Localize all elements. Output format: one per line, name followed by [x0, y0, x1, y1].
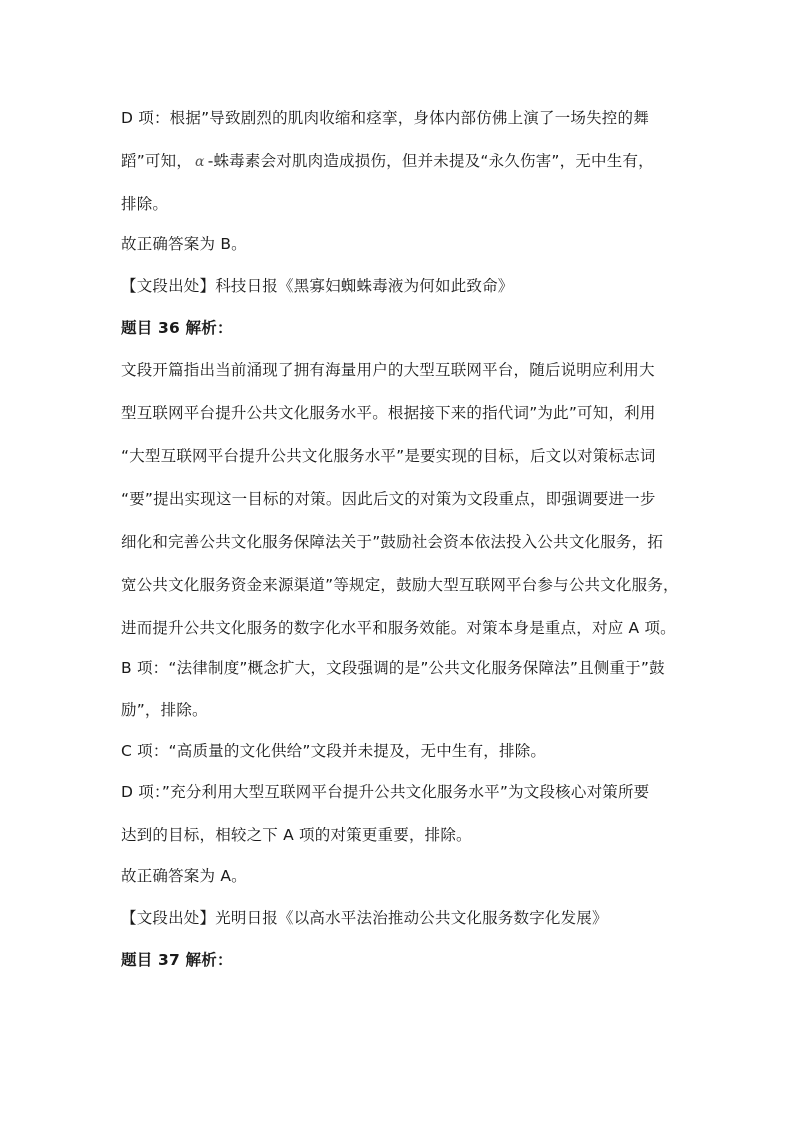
analysis-line-5: 细化和完善公共文化服务保障法关于”鼓励社会资本依法投入公共文化服务，拓	[121, 533, 664, 551]
question-heading-36: 题目 36 解析：	[121, 319, 233, 337]
analysis-line-6: 宽公共文化服务资金来源渠道”等规定，鼓励大型互联网平台参与公共文化服务，	[121, 576, 679, 594]
question-heading-37: 题目 37 解析：	[121, 951, 233, 969]
analysis-line-2: 型互联网平台提升公共文化服务水平。根据接下来的指代词”为此”可知，利用	[121, 404, 656, 422]
option-b-line-1: B 项：“法律制度”概念扩大，文段强调的是”公共文化服务保障法”且侧重于”鼓	[121, 659, 665, 677]
option-d-line-1: D 项：”充分利用大型互联网平台提升公共文化服务水平”为文段核心对策所要	[121, 783, 650, 801]
answer-line-35: 故正确答案为 B。	[121, 235, 247, 253]
alpha-symbol: α	[195, 154, 205, 170]
line-prefix: 蹈”可知，	[121, 152, 193, 170]
analysis-line-1: 文段开篇指出当前涌现了拥有海量用户的大型互联网平台，随后说明应利用大	[121, 361, 655, 379]
option-c-line: C 项：“高质量的文化供给”文段并未提及，无中生有，排除。	[121, 742, 547, 760]
paragraph-line-d-option-3: 排除。	[121, 195, 169, 213]
analysis-line-4: “要”提出实现这一目标的对策。因此后文的对策为文段重点，即强调要进一步	[121, 490, 656, 508]
source-line-35: 【文段出处】科技日报《黑寡妇蜘蛛毒液为何如此致命》	[121, 277, 514, 295]
option-b-line-2: 励”，排除。	[121, 701, 208, 719]
paragraph-line-d-option-2	[121, 151, 654, 172]
option-d-line-2: 达到的目标，相较之下 A 项的对策更重要，排除。	[121, 826, 472, 844]
line-suffix: -蛛毒素会对肌肉造成损伤，但并未提及“永久伤害”，无中生有，	[207, 152, 654, 170]
analysis-line-3: “大型互联网平台提升公共文化服务水平”是要实现的目标，后文以对策标志词	[121, 447, 656, 465]
analysis-line-7: 进而提升公共文化服务的数字化水平和服务效能。对策本身是重点，对应 A 项。	[121, 619, 676, 637]
answer-line-36: 故正确答案为 A。	[121, 867, 247, 885]
source-line-36: 【文段出处】光明日报《以高水平法治推动公共文化服务数字化发展》	[121, 909, 608, 927]
paragraph-line-d-option-1: D 项：根据”导致剧烈的肌肉收缩和痉挛，身体内部仿佛上演了一场失控的舞	[121, 109, 649, 127]
